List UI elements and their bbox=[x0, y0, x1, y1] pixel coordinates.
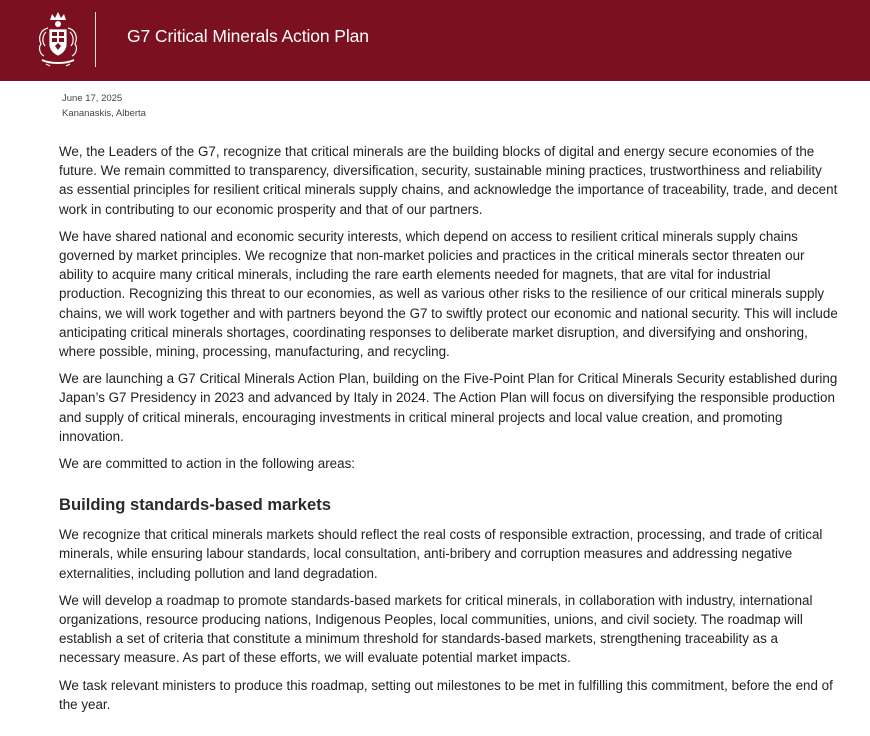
section-heading: Building standards-based markets bbox=[59, 495, 332, 515]
paragraph: We are committed to action in the following areas: bbox=[59, 456, 355, 472]
paragraph: We have shared national and economic security interests, which depend on access to resilient critical minerals supply chains governed by market principles. We recognize that non-market policies and practices in the critical minerals sector threaten our ability to acquire many critical minerals, including the rare earth elements needed for magnets, that are vital for industrial production. Recognizing this threat to our economies, as well as various other risks to the resilience of our critical minerals supply chains, we will work together and with partners beyond the G7 to swiftly protect our economic and national security. This will include anticipating critical minerals shortages, coordinating responses to deliberate market disruption, and diversifying and onshoring, where possible, mining, processing, manufacturing, and recycling. bbox=[59, 228, 838, 360]
page-title: G7 Critical Minerals Action Plan bbox=[127, 26, 369, 46]
paragraph: We recognize that critical minerals markets should reflect the real costs of responsible extraction, processing, and trade of critical minerals, while ensuring labour standards, local consultation, anti-bribery and corruption measures and addressing negative externalities, including pollution and land degradation. bbox=[59, 527, 823, 581]
publication-date: June 17, 2025 bbox=[62, 93, 123, 104]
page-header bbox=[0, 0, 870, 81]
paragraph: We, the Leaders of the G7, recognize that critical minerals are the building blocks of digital and energy secure economies of the future. We remain committed to transparency, diversification, security, sustainable mining practices, trustworthiness and reliability as essential principles for resilient critical minerals supply chains, and acknowledge the importance of traceability, trade, and decent work in contributing to our economic prosperity and that of our partners. bbox=[59, 144, 838, 217]
publication-meta bbox=[62, 91, 146, 121]
paragraph: We task relevant ministers to produce this roadmap, setting out milestones to be met in fulfilling this commitment, before the end of the year. bbox=[59, 677, 833, 712]
paragraph: We will develop a roadmap to promote standards-based markets for critical minerals, in collaboration with industry, international organizations, resource producing nations, Indigenous Peoples, local communities, unions, and civil society. The roadmap will establish a set of criteria that constitute a minimum threshold for standards-based markets, strengthening traceability as a necessary measure. As part of these efforts, we will evaluate potential market impacts. bbox=[59, 592, 813, 666]
article-body bbox=[59, 142, 839, 722]
paragraph: We are launching a G7 Critical Minerals Action Plan, building on the Five-Point Plan for Critical Minerals Security established during Japan’s G7 Presidency in 2023 and advanced by Italy in 2024. The Action Plan will focus on diversifying the responsible production and supply of critical minerals, encouraging investments in critical mineral projects and local value creation, and promoting innovation. bbox=[59, 371, 838, 444]
coat-of-arms-icon bbox=[36, 10, 80, 68]
header-divider bbox=[95, 12, 96, 67]
publication-location: Kananaskis, Alberta bbox=[62, 108, 146, 119]
